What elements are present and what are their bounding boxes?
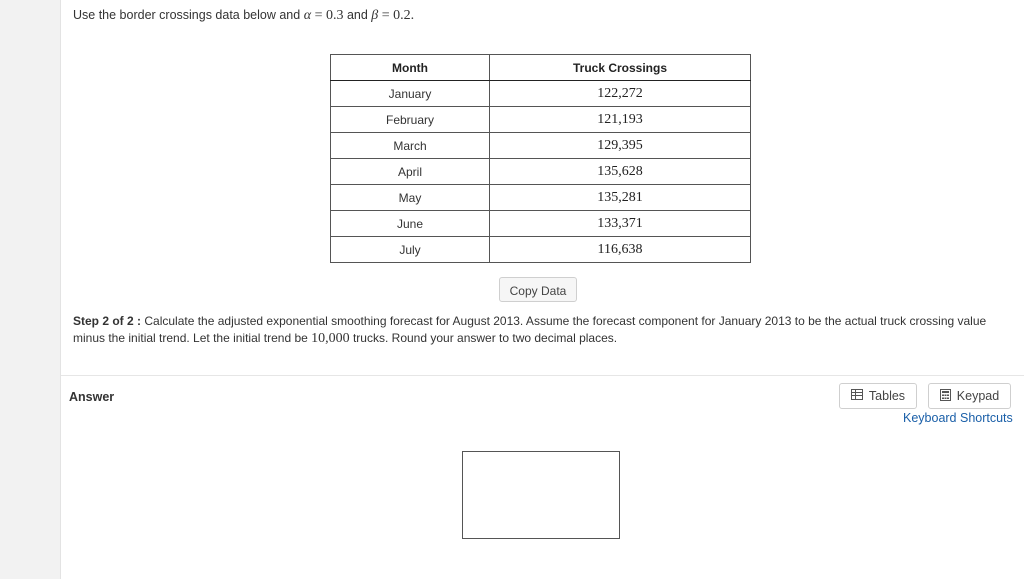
- month-cell: May: [331, 185, 490, 211]
- month-cell: March: [331, 133, 490, 159]
- month-cell: January: [331, 81, 490, 107]
- beta-value: = 0.2.: [378, 8, 415, 23]
- crossings-cell: 133,371: [490, 211, 751, 237]
- step-instructions: [73, 313, 1008, 347]
- crossings-cell: 135,628: [490, 159, 751, 185]
- question-panel: [61, 0, 1024, 579]
- crossings-cell: 135,281: [490, 185, 751, 211]
- table-row: [331, 185, 751, 211]
- initial-trend-number: 10,000: [311, 331, 350, 346]
- left-sidebar: [0, 0, 61, 579]
- table-grid-icon: [851, 389, 863, 403]
- keypad-button-label: Keypad: [956, 389, 1000, 403]
- section-divider: [61, 375, 1024, 376]
- table-header-row: [331, 55, 751, 81]
- month-column-header: Month: [331, 55, 490, 81]
- month-cell: July: [331, 237, 490, 263]
- question-prompt: [73, 8, 414, 24]
- table-row: [331, 159, 751, 185]
- month-cell: April: [331, 159, 490, 185]
- answer-input[interactable]: [462, 451, 620, 539]
- prompt-and: and: [343, 8, 372, 22]
- table-row: [331, 133, 751, 159]
- crossings-table: [330, 54, 751, 263]
- keypad-button[interactable]: [928, 383, 1011, 409]
- table-row: [331, 237, 751, 263]
- alpha-expression: [304, 8, 344, 23]
- beta-expression: [371, 8, 414, 23]
- crossings-column-header: Truck Crossings: [490, 55, 751, 81]
- table-row: [331, 107, 751, 133]
- step-text-a: Calculate the adjusted exponential smoothing forecast for August 2013. Assume the forecast component for January 2013 to be the actual truck crossing value minus the initial trend. Let the initial trend be: [73, 314, 987, 345]
- tables-button[interactable]: [839, 383, 917, 409]
- tables-button-label: Tables: [868, 389, 906, 403]
- crossings-cell: 122,272: [490, 81, 751, 107]
- alpha-symbol: α: [303, 8, 312, 23]
- month-cell: June: [331, 211, 490, 237]
- prompt-lead: Use the border crossings data below and: [73, 8, 304, 22]
- table-row: [331, 211, 751, 237]
- alpha-value: = 0.3: [311, 8, 344, 23]
- step-text-b: trucks. Round your answer to two decimal places.: [349, 331, 618, 345]
- step-label: Step 2 of 2 :: [73, 314, 142, 328]
- keypad-calculator-icon: [940, 389, 951, 404]
- month-cell: February: [331, 107, 490, 133]
- crossings-cell: 121,193: [490, 107, 751, 133]
- beta-symbol: β: [371, 8, 379, 23]
- crossings-cell: 116,638: [490, 237, 751, 263]
- copy-data-button[interactable]: Copy Data: [499, 277, 577, 302]
- table-row: [331, 81, 751, 107]
- answer-label: Answer: [69, 390, 115, 404]
- crossings-cell: 129,395: [490, 133, 751, 159]
- keyboard-shortcuts-link[interactable]: Keyboard Shortcuts: [903, 411, 1013, 425]
